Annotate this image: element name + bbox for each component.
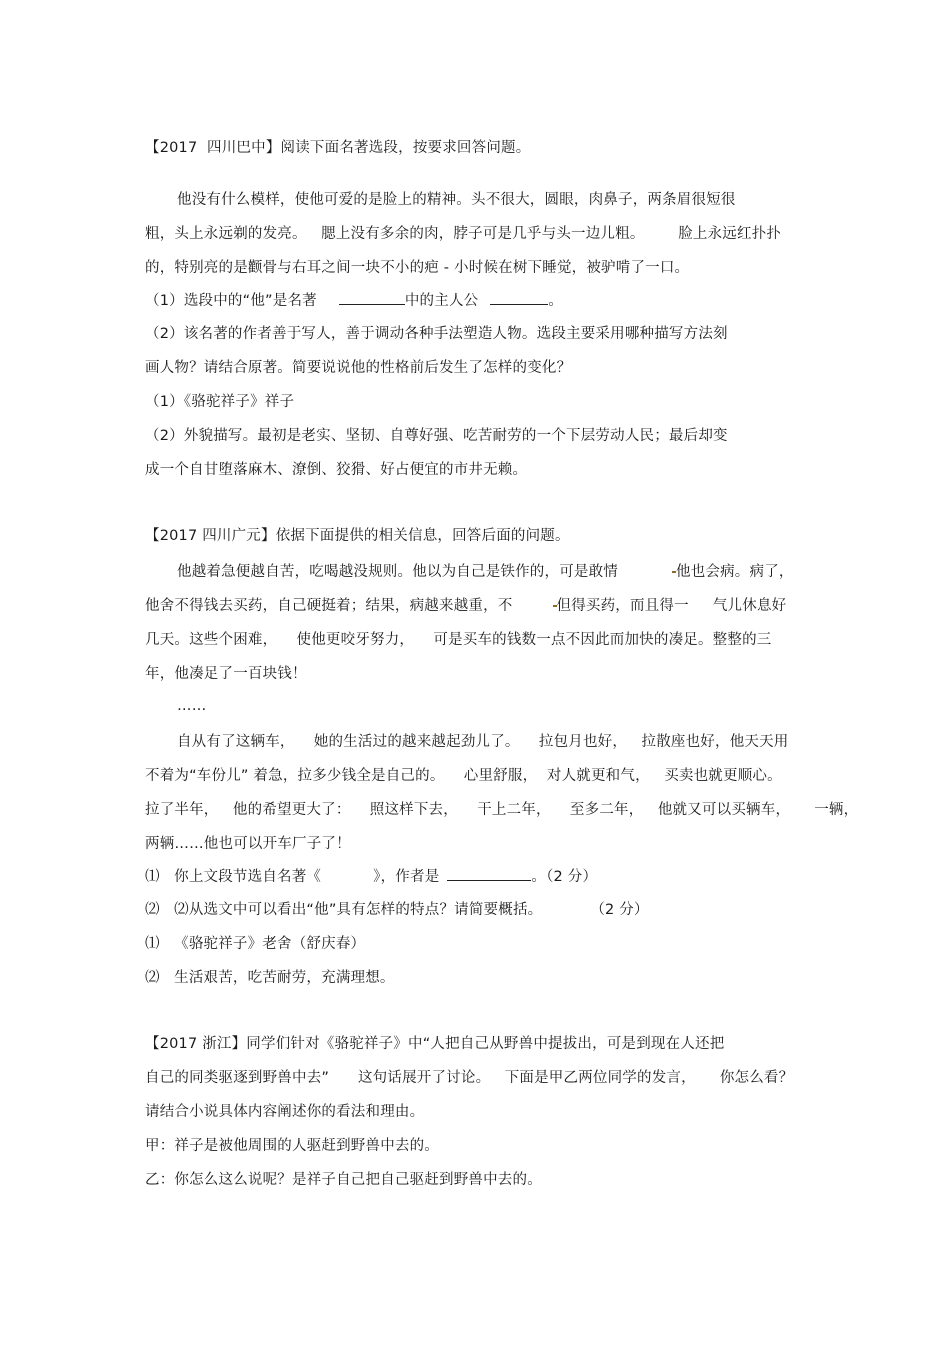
answer-blank	[447, 866, 531, 881]
section1-passage-line: 他没有什么模样，使他可爱的是脸上的精神。头不很大，圆眼，肉鼻子，两条眉很短很	[177, 192, 736, 208]
section2-passage-line: 不着为“车份儿” 着急，拉多少钱全是自己的。 心里舒服， 对人就更和气， 买卖也就更顺心。	[145, 768, 782, 784]
section2-question-1: ⑴ 你上文段节选自名著《 》，作者是 。（2 分）	[145, 866, 597, 887]
section2-passage-line: 自从有了这辆车， 她的生活过的越来越起劲儿了。 拉包月也好， 拉散座也好，他天天用	[177, 734, 789, 750]
answer-blank	[339, 290, 405, 305]
section1-question-1: （1）选段中的“他”是名著 中的主人公 。	[145, 290, 563, 311]
section1-header: 【2017 四川巴中】阅读下面名著选段，按要求回答问题。	[145, 140, 531, 156]
section1-answer-2-cont: 成一个自甘堕落麻木、潦倒、狡猾、好占便宜的市井无赖。	[145, 462, 528, 478]
section1-answer-2: （2）外貌描写。最初是老实、坚韧、自尊好强、吃苦耐劳的一个下层劳动人民；最后却变	[145, 428, 728, 444]
section2-answer-1: ⑴ 《骆驼祥子》老舍（舒庆春）	[145, 936, 366, 952]
answer-blank	[490, 290, 548, 305]
section1-answer-1: （1）《骆驼祥子》祥子	[145, 394, 295, 410]
speaker-yi-statement: 乙：你怎么这么说呢？是祥子自己把自己驱赶到野兽中去的。	[145, 1172, 542, 1188]
section2-header: 【2017 四川广元】依据下面提供的相关信息，回答后面的问题。	[145, 528, 570, 544]
section1-question-2: （2）该名著的作者善于写人，善于调动各种手法塑造人物。选段主要采用哪种描写方法刻	[145, 326, 728, 342]
section1-passage-line: 粗，头上永远剃的发亮。 腮上没有多余的肉，脖子可是几乎与头一边儿粗。 脸上永远红扑扑	[145, 226, 782, 242]
section2-passage-line: 他舍不得钱去买药，自己硬挺着；结果，病越来越重，不 但得买药，而且得一 气儿休息好	[145, 598, 787, 614]
speaker-jia-statement: 甲：祥子是被他周围的人驱赶到野兽中去的。	[145, 1138, 439, 1154]
section2-passage-line: 年，他凑足了一百块钱！	[145, 666, 307, 682]
section1-question-2-cont: 画人物？请结合原著。简要说说他的性格前后发生了怎样的变化？	[145, 360, 572, 376]
section3-line: 自己的同类驱逐到野兽中去” 这句话展开了讨论。 下面是甲乙两位同学的发言， 你怎么看？	[145, 1070, 794, 1086]
section1-passage-line: 的，特别亮的是颧骨与右耳之间一块不小的疤 - 小时候在树下睡觉，被驴啃了一口。	[145, 260, 690, 276]
section2-question-2: ⑵ ⑵从选文中可以看出“他”具有怎样的特点？请简要概括。 （2 分）	[145, 902, 649, 918]
section2-ellipsis: ……	[177, 698, 207, 714]
section3-header: 【2017 浙江】同学们针对《骆驼祥子》中“人把自己从野兽中提拔出，可是到现在人还把	[145, 1036, 725, 1052]
section3-line: 请结合小说具体内容阐述你的看法和理由。	[145, 1104, 425, 1120]
section2-passage-line: 他越着急便越自苦，吃喝越没规则。他以为自己是铁作的，可是敢情 他也会病。病了，	[177, 564, 794, 580]
section2-passage-line: 拉了半年， 他的希望更大了： 照这样下去， 干上二年， 至多二年， 他就又可以买辆车， 一辆，	[145, 802, 859, 818]
section2-passage-line: 两辆……他也可以开车厂子了！	[145, 836, 351, 852]
section2-passage-line: 几天。这些个困难， 使他更咬牙努力， 可是买车的钱数一点不因此而加快的凑足。整整的三	[145, 632, 772, 648]
section2-answer-2: ⑵ 生活艰苦，吃苦耐劳，充满理想。	[145, 970, 395, 986]
